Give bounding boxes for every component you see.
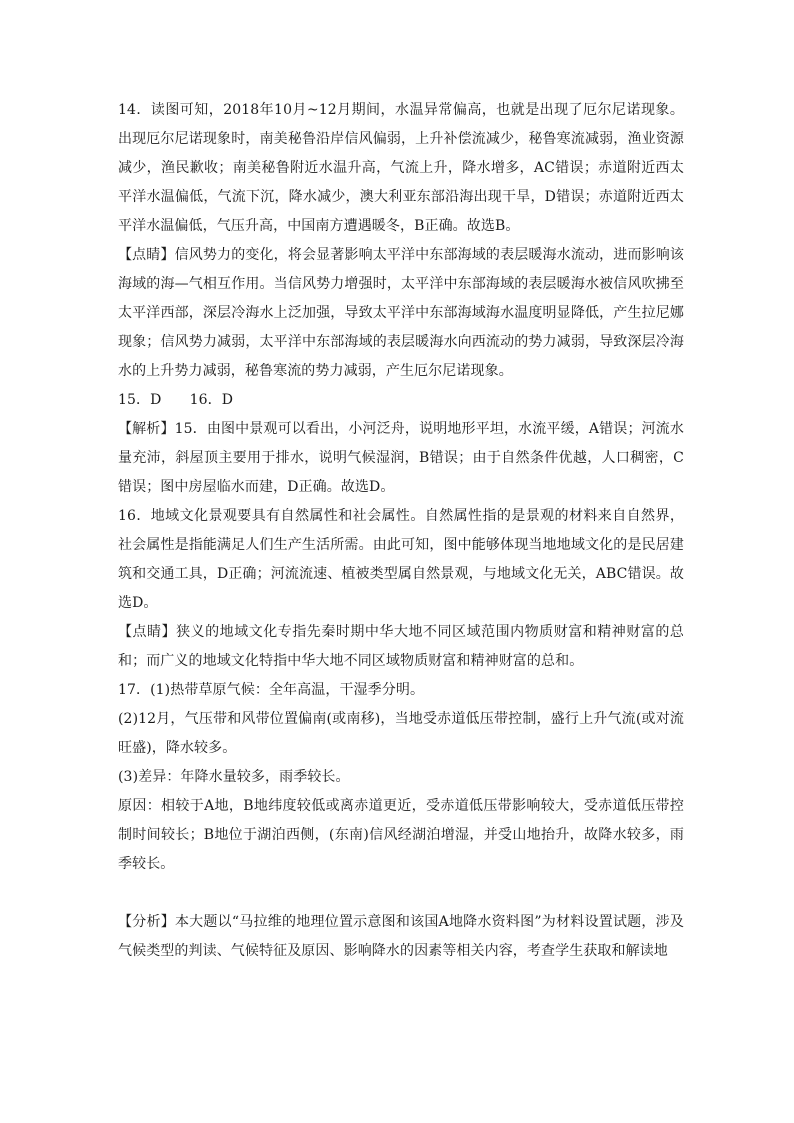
answer-17-part-2: (2)12月，气压带和风带位置偏南(或南移)，当地受赤道低压带控制，盛行上升气流(或对流旺盛)，降水较多。 bbox=[118, 711, 684, 756]
answer-14-explanation: 14．读图可知，2018年10月~12月期间，水温异常偏高，也就是出现了厄尔尼诺现象。出现厄尔尼诺现象时，南美秘鲁沿岸信风偏弱，上升补偿流减少，秘鲁寒流减弱，渔业资源减少，渔民歉收；南美秘鲁附近水温升高，气流上升，降水增多，AC错误；赤道附近西太平洋水温偏低，气流下沉，降水减少，澳大利亚东部沿海出现干旱，D错误；赤道附近西太平洋水温偏低，气压升高，中国南方遭遇暖冬，B正确。故选B。 bbox=[118, 102, 684, 234]
tip-14: 【点睛】信风势力的变化，将会显著影响太平洋中东部海域的表层暖海水流动，进而影响该海域的海—气相互作用。当信风势力增强时，太平洋中东部海域的表层暖海水被信风吹拂至太平洋西部，深层冷海水上泛加强，导致太平洋中东部海域海水温度明显降低，产生拉尼娜现象；信风势力减弱，太平洋中东部海域的表层暖海水向西流动的势力减弱，导致深层冷海水的上升势力减弱，秘鲁寒流的势力减弱，产生厄尔尼诺现象。 bbox=[118, 247, 684, 379]
analysis-15: 【解析】15．由图中景观可以看出，小河泛舟，说明地形平坦，水流平缓，A错误；河流水量充沛，斜屋顶主要用于排水，说明气候湿润，B错误；由于自然条件优越，人口稠密，C错误；图中房屋临水而建，D正确。故选D。 bbox=[118, 421, 684, 495]
paragraph-spacer bbox=[118, 879, 684, 908]
analysis-17: 【分析】本大题以“马拉维的地理位置示意图和该国A地降水资料图”为材料设置试题，涉及气候类型的判读、气候特征及原因、影响降水的因素等相关内容，考查学生获取和解读地 bbox=[118, 914, 684, 959]
answer-17-part-3-difference: (3)差异：年降水量较多，雨季较长。 bbox=[118, 769, 350, 785]
tip-16: 【点睛】狭义的地域文化专指先秦时期中华大地不同区域范围内物质财富和精神财富的总和；而广义的地域文化特指中华大地不同区域物质财富和精神财富的总和。 bbox=[118, 624, 684, 669]
analysis-16: 16．地域文化景观要具有自然属性和社会属性。自然属性指的是景观的材料来自自然界，社会属性是指能满足人们生产生活所需。由此可知，图中能够体现当地地域文化的是民居建筑和交通工具，D正确；河流流速、植被类型属自然景观，与地域文化无关，ABC错误。故选D。 bbox=[118, 508, 684, 611]
answer-17-part-1: 17．(1)热带草原气候：全年高温，干湿季分明。 bbox=[118, 682, 425, 698]
answers-15-16: 15．D 16．D bbox=[118, 392, 234, 408]
document-body bbox=[118, 96, 684, 966]
answer-17-part-3-reason: 原因：相较于A地，B地纬度较低或离赤道更近，受赤道低压带影响较大，受赤道低压带控制时间较长；B地位于湖泊西侧，(东南)信风经湖泊增湿，并受山地抬升，故降水较多，雨季较长。 bbox=[118, 798, 684, 872]
